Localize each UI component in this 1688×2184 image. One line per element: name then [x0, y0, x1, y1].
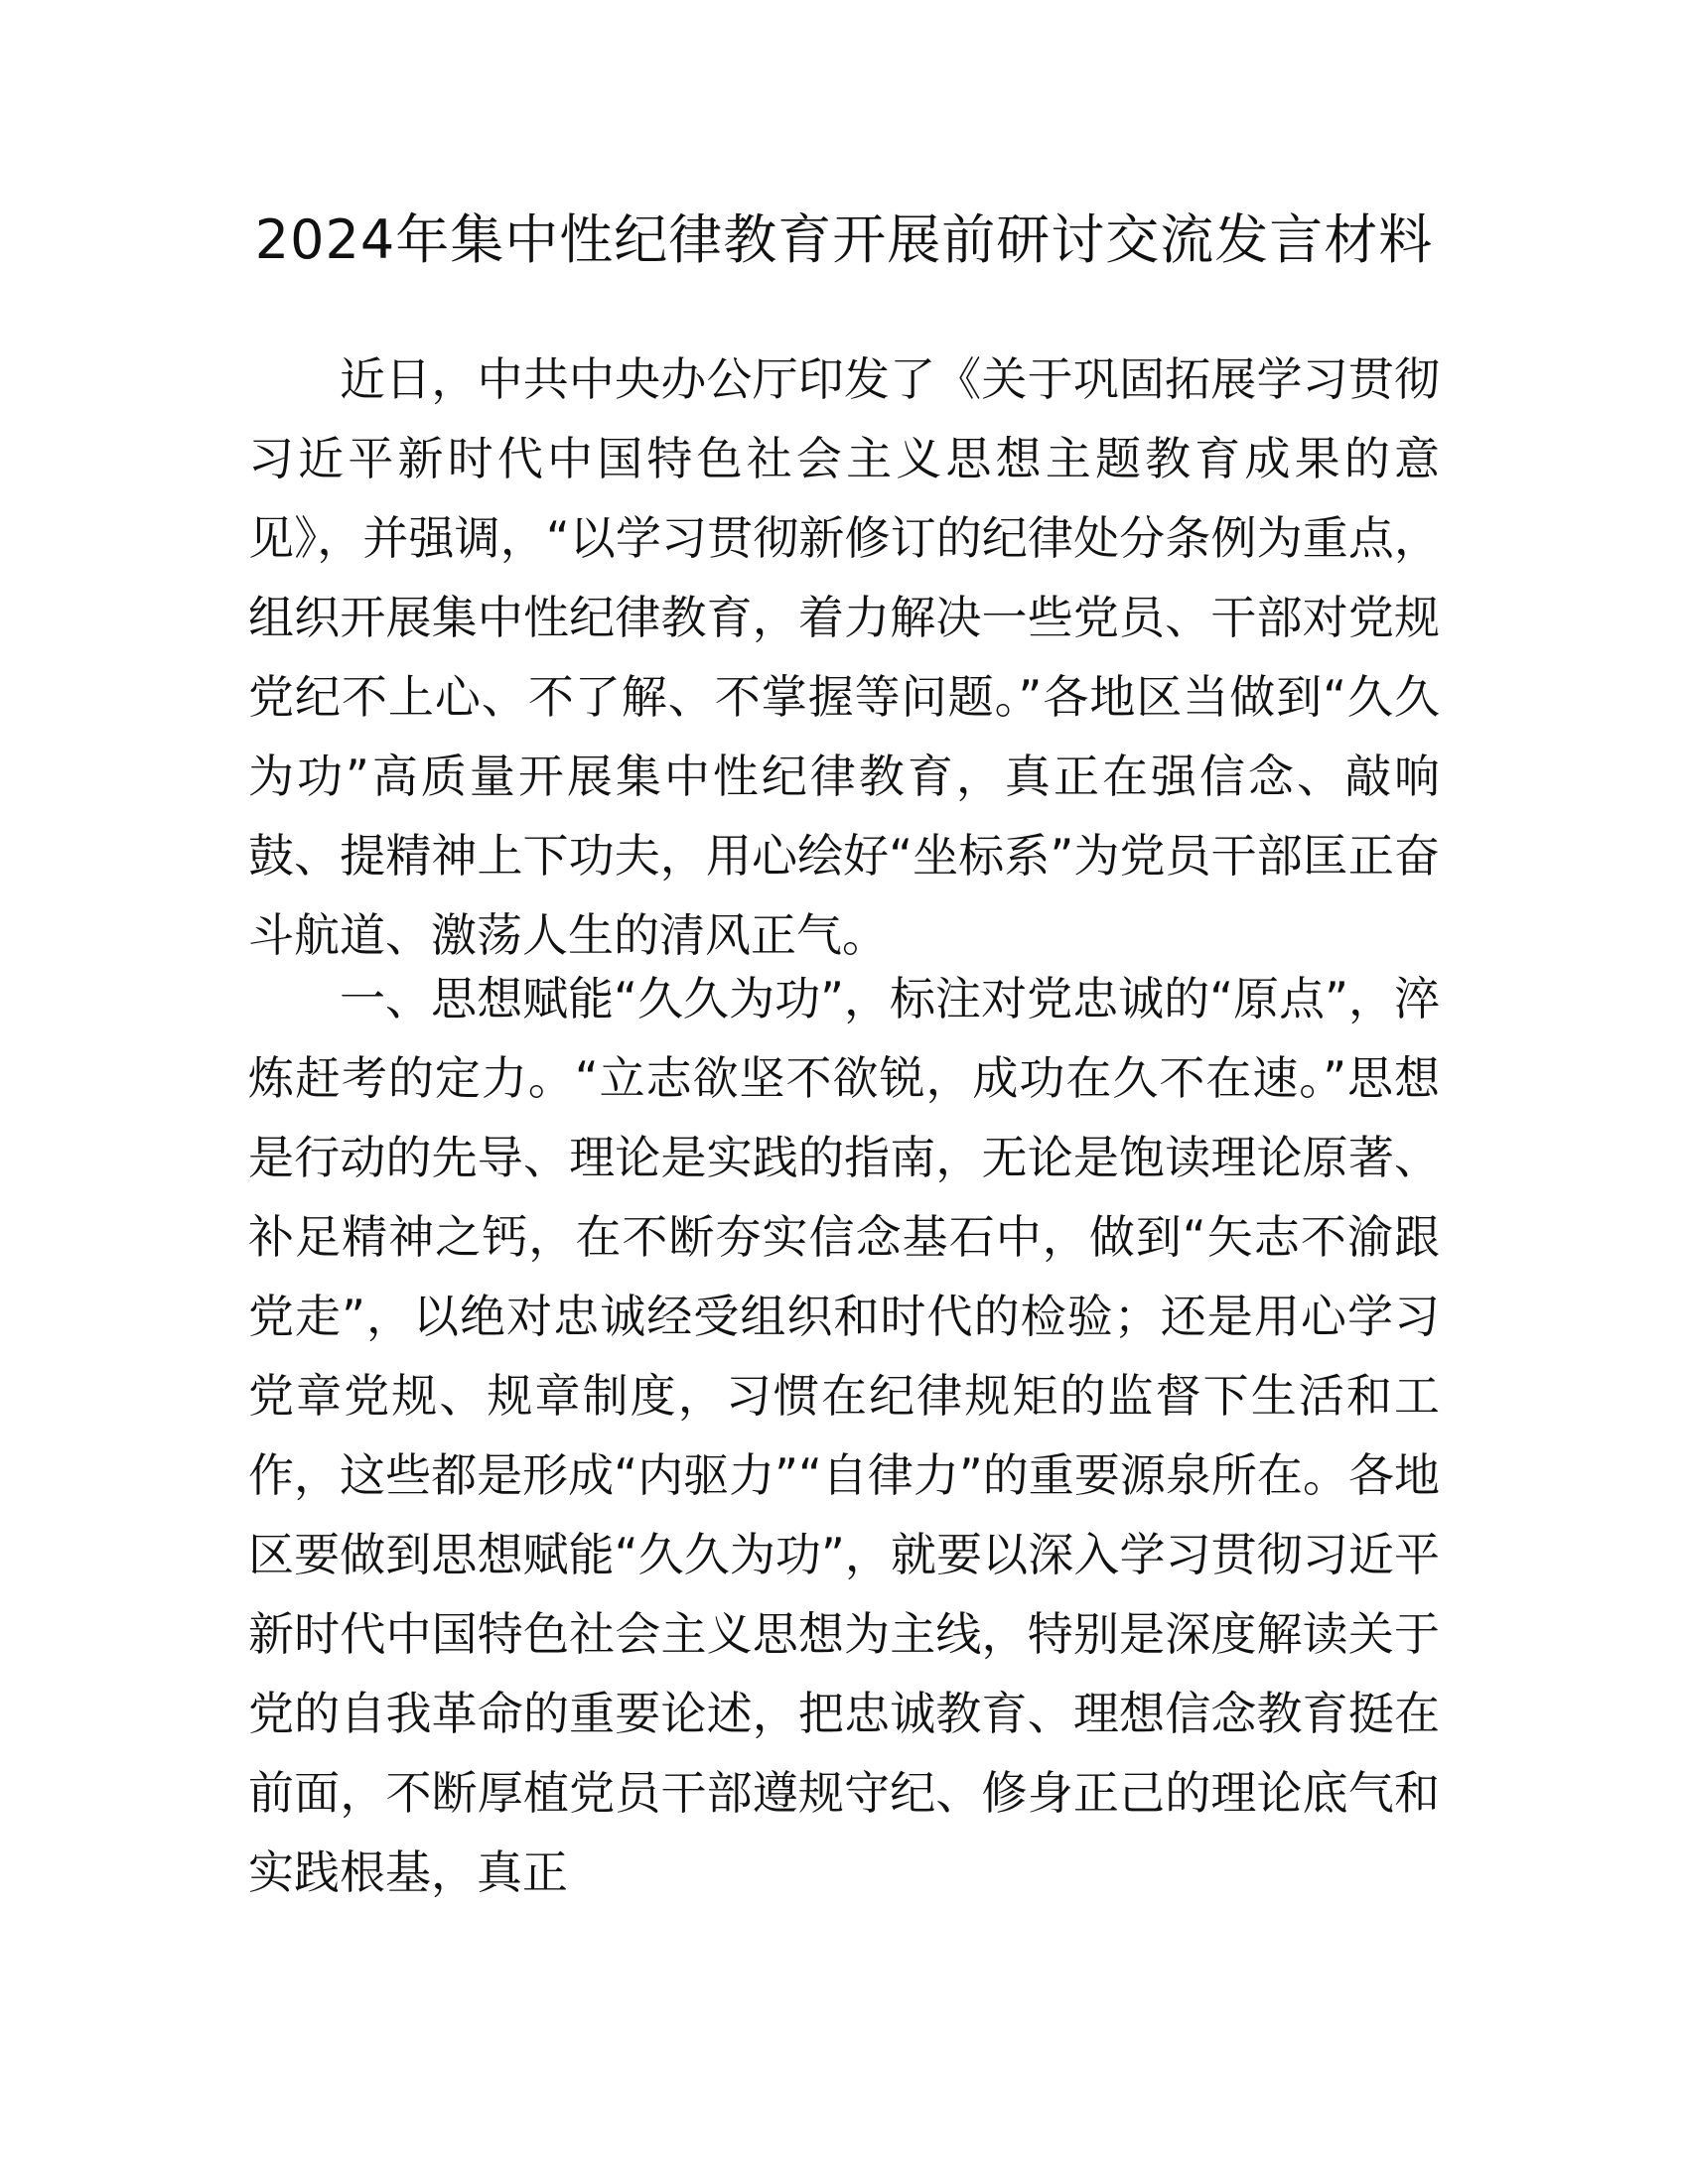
document-title: 2024年集中性纪律教育开展前研讨交流发言材料 [254, 208, 1434, 271]
paragraph-section-one: 一、思想赋能“久久为功”，标注对党忠诚的“原点”，淬炼赶考的定力。“立志欲坚不欲锐，成功在久不在速。”思想是行动的先导、理论是实践的指南，无论是饱读理论原著、补足精神之钙，在不断夯实信念基石中，做到“矢志不渝跟党走”，以绝对忠诚经受组织和时代的检验；还是用心学习党章党规、规章制度，习惯在纪律规矩的监督下生活和工作，这些都是形成“内驱力”“自律力”的重要源泉所在。各地区要做到思想赋能“久久为功”，就要以深入学习贯彻习近平新时代中国特色社会主义思想为主线，特别是深度解读关于党的自我革命的重要论述，把忠诚教育、理想信念教育挺在前面，不断厚植党员干部遵规守纪、修身正己的理论底气和实践根基，真正 [248, 972, 1440, 1899]
paragraph-introduction: 近日，中共中央办公厅印发了《关于巩固拓展学习贯彻习近平新时代中国特色社会主义思想主题教育成果的意见》，并强调，“以学习贯彻新修订的纪律处分条例为重点，组织开展集中性纪律教育，着力解决一些党员、干部对党规党纪不上心、不了解、不掌握等问题。”各地区当做到“久久为功”高质量开展集中性纪律教育，真正在强信念、敲响鼓、提精神上下功夫，用心绘好“坐标系”为党员干部匡正奋斗航道、激荡人生的清风正气。 [248, 352, 1440, 962]
